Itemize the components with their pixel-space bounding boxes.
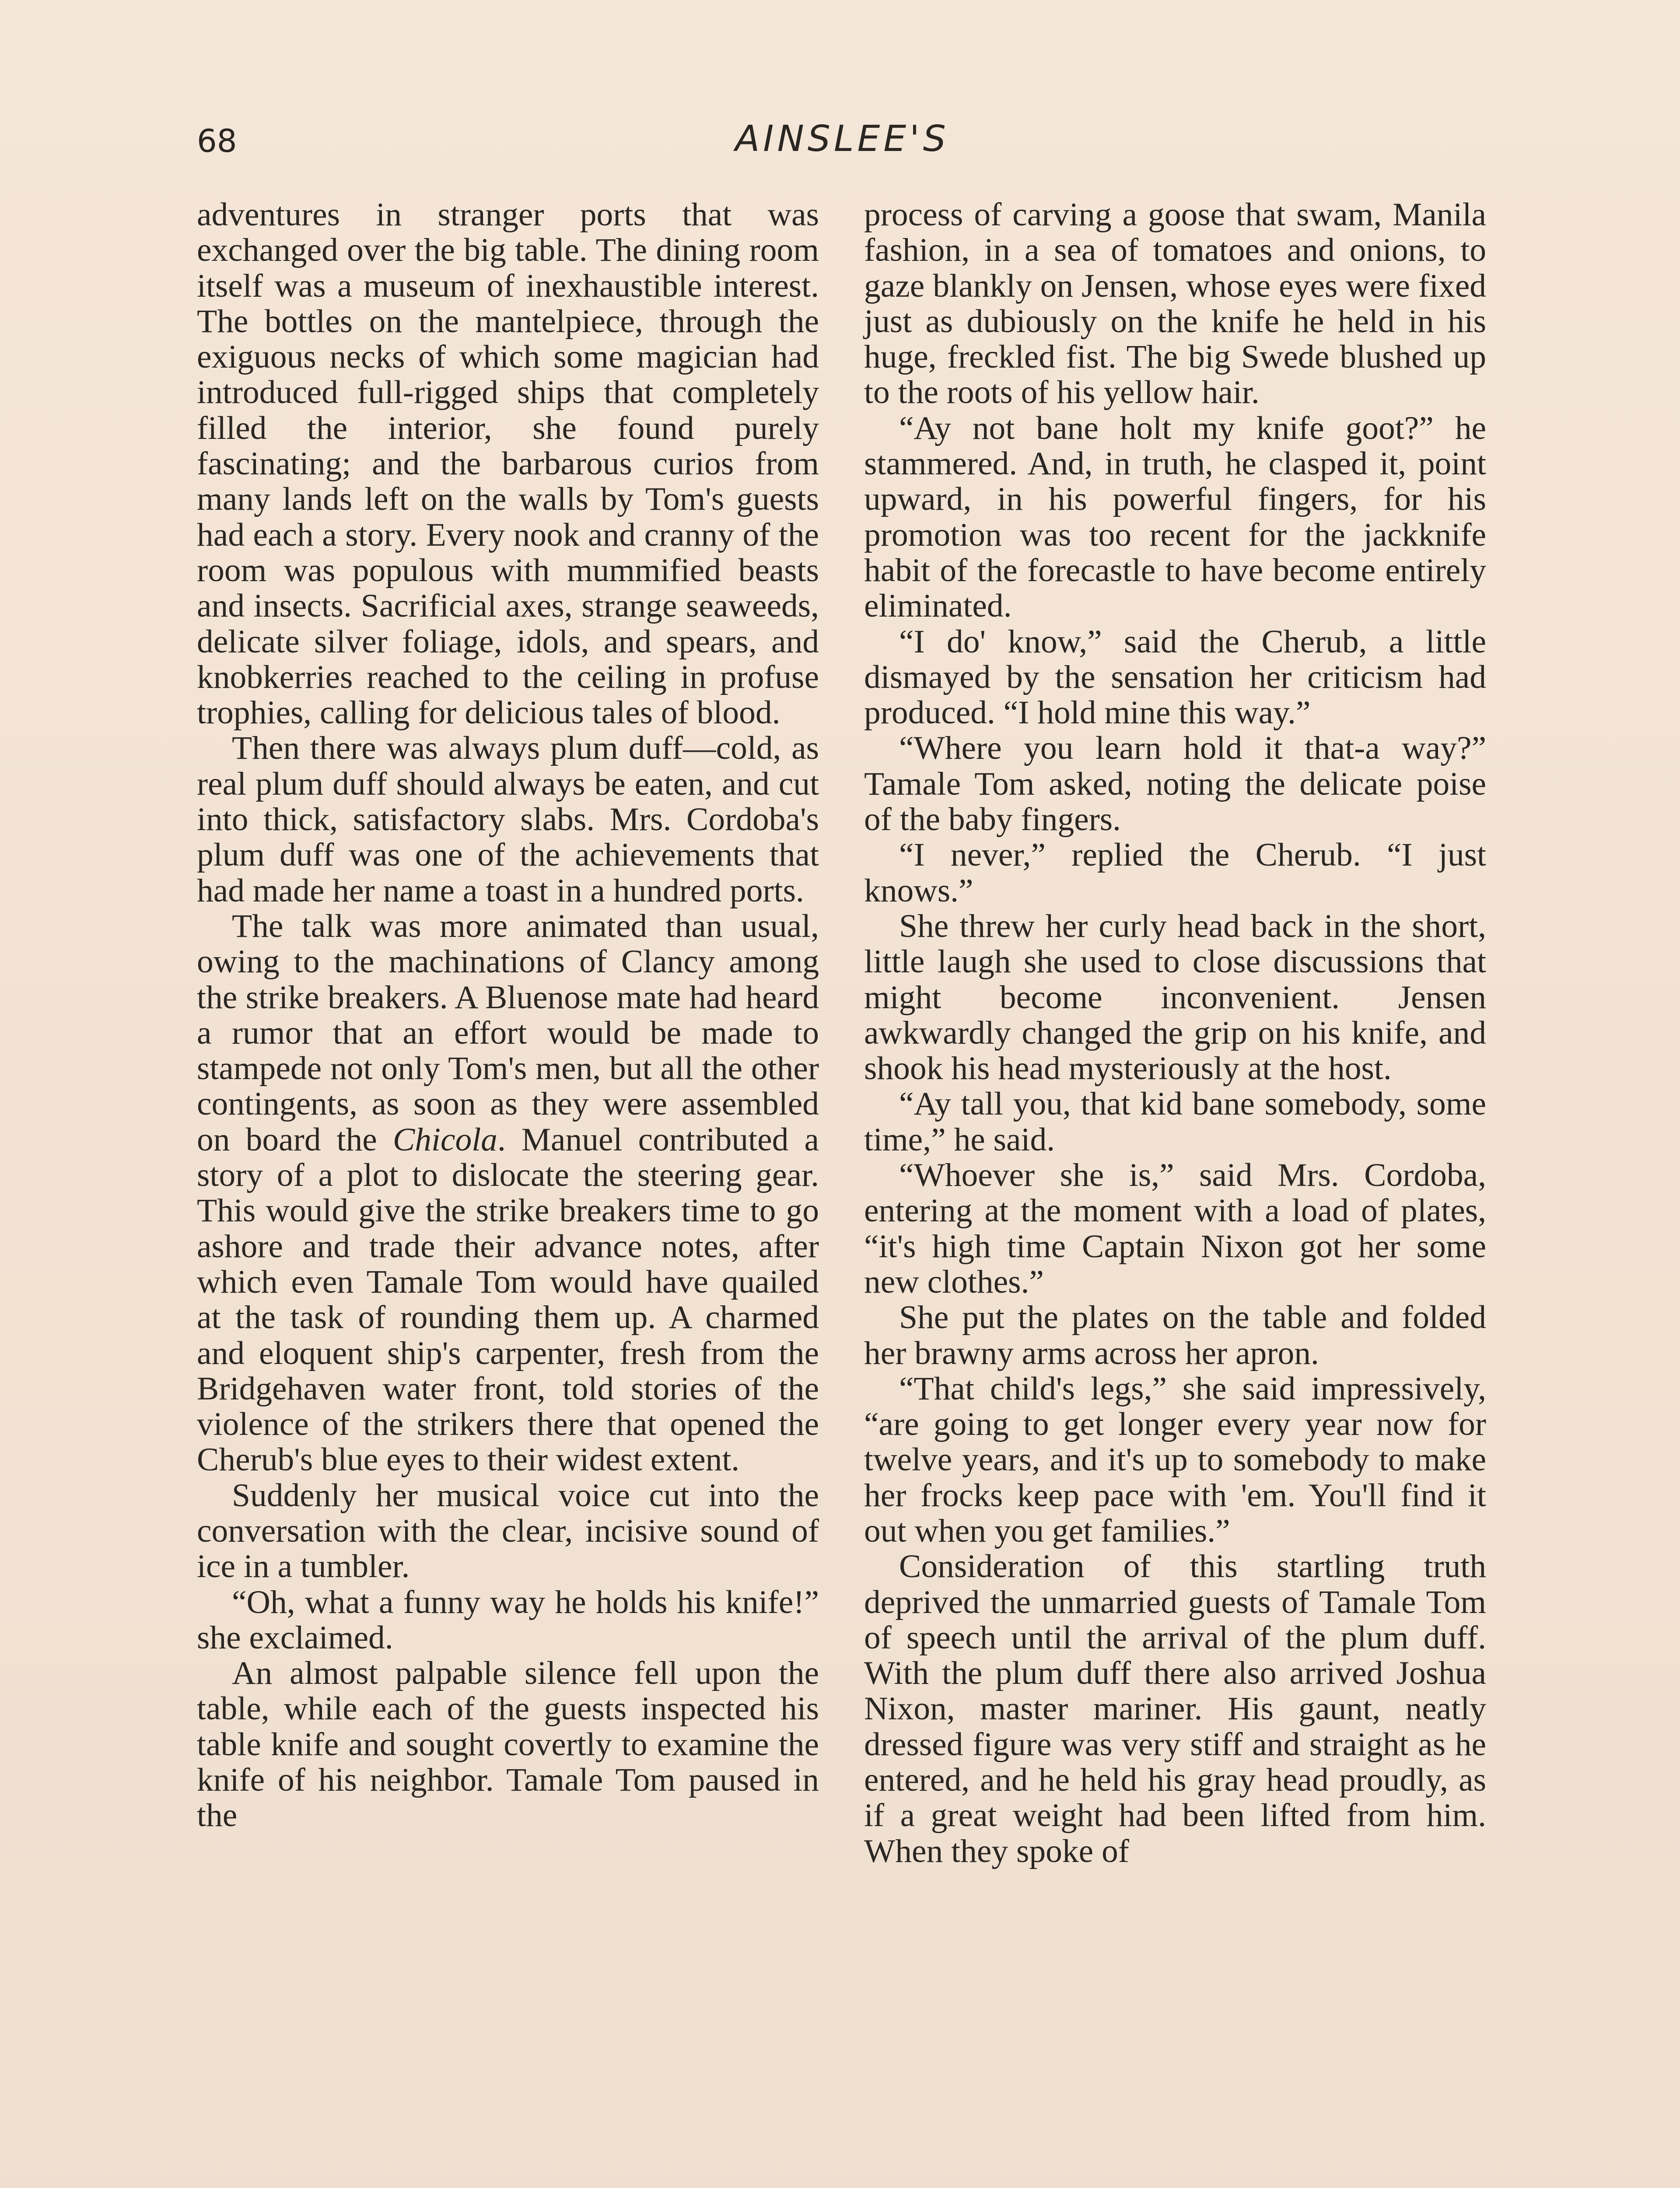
ship-name: Chicola bbox=[392, 1121, 497, 1158]
paragraph: She threw her curly head back in the short, little laugh she used to close discussions that might become inconvenient. Jensen awkwardly changed the grip on his knife, and shook his head mysteriously at the host. bbox=[864, 908, 1486, 1087]
right-column bbox=[864, 197, 1486, 1869]
paragraph: Then there was always plum duff—cold, as real plum duff should always be eaten, and cut into thick, satisfactory slabs. Mrs. Cordoba's plum duff was one of the achievements that had made her name a toast in a hundred ports. bbox=[197, 730, 819, 909]
paragraph: adventures in stranger ports that was exchanged over the big table. The dining room itself was a museum of inexhaustible interest. The bottles on the mantelpiece, through the exiguous necks of which some magician had introduced full-rigged ships that completely filled the interior, she found purely fascinating; and the barbarous curios from many lands left on the walls by Tom's guests had each a story. Every nook and cranny of the room was populous with mummified beasts and insects. Sacrificial axes, strange seaweeds, delicate silver foliage, idols, and spears, and knobkerries reached to the ceiling in profuse trophies, calling for delicious tales of blood. bbox=[197, 196, 819, 731]
left-column bbox=[197, 197, 819, 1834]
paragraph: process of carving a goose that swam, Manila fashion, in a sea of tomatoes and onions, to gaze blankly on Jensen, whose eyes were fixed just as dubiously on the knife he held in his huge, freckled fist. The big Swede blushed up to the roots of his yellow hair. bbox=[864, 196, 1486, 411]
paragraph: “Ay tall you, that kid bane somebody, some time,” he said. bbox=[864, 1086, 1486, 1158]
paragraph: Consideration of this startling truth deprived the unmarried guests of Tamale Tom of speech until the arrival of the plum duff. With the plum duff there also arrived Joshua Nixon, master mariner. His gaunt, neatly dressed figure was very stiff and straight as he entered, and he held his gray head proudly, as if a great weight had been lifted from him. When they spoke of bbox=[864, 1548, 1486, 1869]
paragraph: “I do' know,” said the Cherub, a little dismayed by the sensation her criticism had produced. “I hold mine this way.” bbox=[864, 623, 1486, 731]
paragraph: An almost palpable silence fell upon the table, while each of the guests inspected his table knife and sought covertly to examine the knife of his neighbor. Tamale Tom paused in the bbox=[197, 1655, 819, 1834]
paragraph: Suddenly her musical voice cut into the conversation with the clear, incisive sound of ice in a tumbler. bbox=[197, 1477, 819, 1585]
paragraph: “I never,” replied the Cherub. “I just knows.” bbox=[864, 837, 1486, 909]
paragraph: “Ay not bane holt my knife goot?” he stammered. And, in truth, he clasped it, point upward, in his powerful fingers, for his promotion was too recent for the jackknife habit of the forecastle to have become entirely eliminated. bbox=[864, 410, 1486, 624]
running-head: AINSLEE'S bbox=[735, 118, 949, 160]
paragraph: “Whoever she is,” said Mrs. Cordoba, entering at the moment with a load of plates, “it's high time Captain Nixon got her some new clothes.” bbox=[864, 1157, 1486, 1300]
paragraph: “That child's legs,” she said impressively, “are going to get longer every year now for twelve years, and it's up to somebody to make her frocks keep pace with 'em. You'll find it out when you get families.” bbox=[864, 1370, 1486, 1549]
paragraph: She put the plates on the table and folded her brawny arms across her apron. bbox=[864, 1299, 1486, 1371]
page-header bbox=[197, 118, 1488, 171]
paragraph: “Oh, what a funny way he holds his knife!” she exclaimed. bbox=[197, 1584, 819, 1656]
paragraph: The talk was more animated than usual, owing to the machinations of Clancy among the strike breakers. A Bluenose mate had heard a rumor that an effort would be made to stampede not only Tom's men, but all the other contingents, as soon as they were assembled on board the Chicola. Manuel contributed a story of a plot to dislocate the steering gear. This would give the strike breakers time to go ashore and trade their advance notes, after which even Tamale Tom would have quailed at the task of rounding them up. A charmed and eloquent ship's carpenter, fresh from the Bridgehaven water front, told stories of the violence of the strikers there that opened the Cherub's blue eyes to their widest extent. bbox=[197, 908, 819, 1478]
paragraph: “Where you learn hold it that-a way?” Tamale Tom asked, noting the delicate poise of the baby fingers. bbox=[864, 730, 1486, 838]
page-number: 68 bbox=[197, 123, 237, 159]
